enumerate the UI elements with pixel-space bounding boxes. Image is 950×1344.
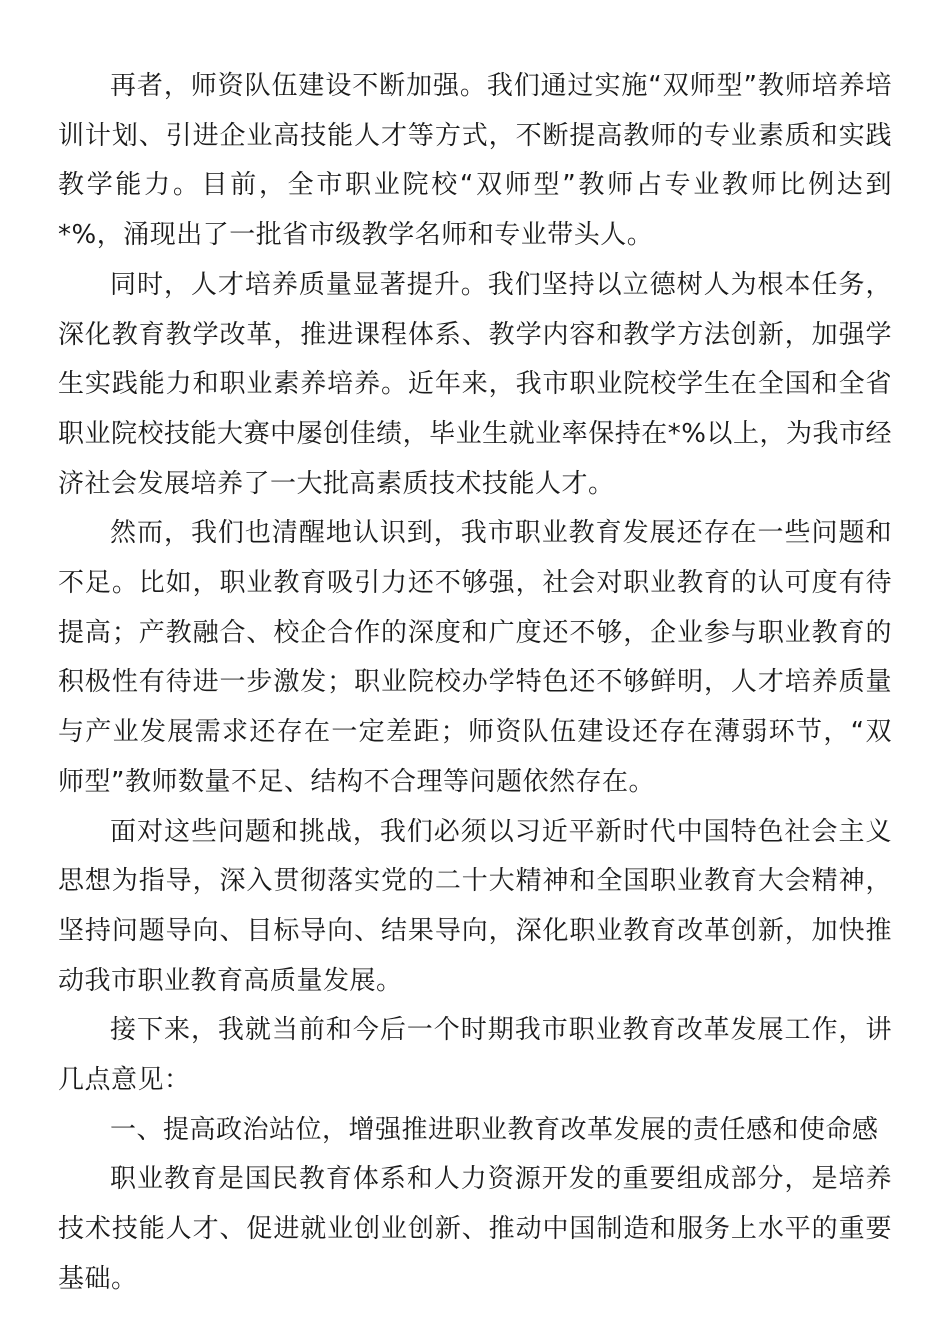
paragraph-opinions-intro: 接下来，我就当前和今后一个时期我市职业教育改革发展工作，讲几点意见：: [58, 1015, 892, 1096]
paragraph-teachers: 再者，师资队伍建设不断加强。我们通过实施“双师型”教师培养培训计划、引进企业高技能人才等方式，不断提高教师的专业素质和实践教学能力。目前，全市职业院校“双师型”教师占专业教师比例达到*%，涌现出了一批省市级教学名师和专业带头人。: [58, 71, 892, 251]
paragraph-challenges: 面对这些问题和挑战，我们必须以习近平新时代中国特色社会主义思想为指导，深入贯彻落实党的二十大精神和全国职业教育大会精神，坚持问题导向、目标导向、结果导向，深化职业教育改革创新，加快推动我市职业教育高质量发展。: [58, 816, 892, 996]
paragraph-talent-quality: 同时，人才培养质量显著提升。我们坚持以立德树人为根本任务，深化教育教学改革，推进课程体系、教学内容和教学方法创新，加强学生实践能力和职业素养培养。近年来，我市职业院校学生在全国和全省职业院校技能大赛中屡创佳绩，毕业生就业率保持在*%以上，为我市经济社会发展培养了一大批高素质技术技能人才。: [58, 269, 892, 499]
section-heading-1: 一、提高政治站位，增强推进职业教育改革发展的责任感和使命感: [110, 1114, 879, 1145]
paragraph-vocational-education: 职业教育是国民教育体系和人力资源开发的重要组成部分，是培养技术技能人才、促进就业创业创新、推动中国制造和服务上水平的重要基础。: [58, 1164, 892, 1294]
document-page: [58, 62, 892, 1305]
paragraph-problems: 然而，我们也清醒地认识到，我市职业教育发展还存在一些问题和不足。比如，职业教育吸引力还不够强，社会对职业教育的认可度有待提高；产教融合、校企合作的深度和广度还不够，企业参与职业教育的积极性有待进一步激发；职业院校办学特色还不够鲜明，人才培养质量与产业发展需求还存在一定差距；师资队伍建设还存在薄弱环节，“双师型”教师数量不足、结构不合理等问题依然存在。: [58, 518, 892, 797]
